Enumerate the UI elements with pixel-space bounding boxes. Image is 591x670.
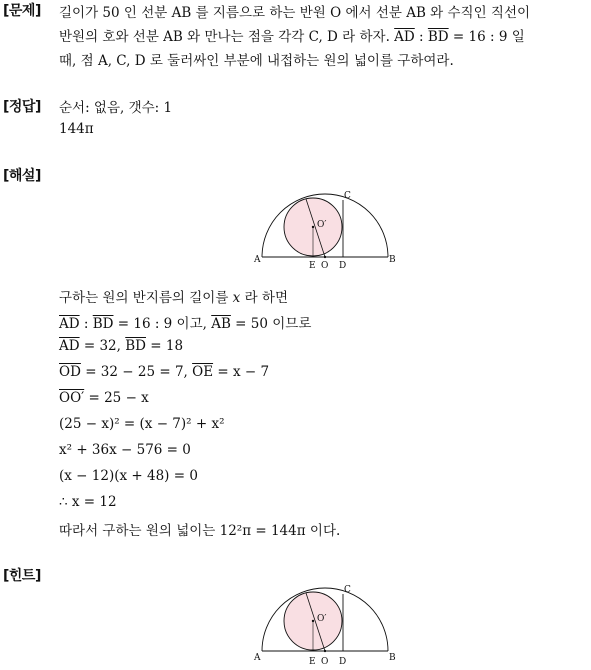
- semicircle-diagram: [250, 186, 400, 272]
- label-b: B: [389, 255, 396, 265]
- solution-step-5: OO′ = 25 − x: [59, 390, 149, 406]
- label-c: C: [344, 585, 351, 595]
- label-e: E: [309, 657, 316, 666]
- problem-line-2: 반원의 호와 선분 AB 와 만나는 점을 각각 C, D 라 하자. $\overline{AD}$ : $\overline{BD} = 16$ : 9 일: [59, 29, 525, 45]
- problem-line-1: 길이가 50 인 선분 AB 를 지름으로 하는 반원 O 에서 선분 AB 와 수직인 직선이: [59, 5, 531, 21]
- label-b: B: [389, 653, 396, 663]
- segment-bd: $\overline{BD}$: [427, 29, 449, 45]
- center-o: [324, 256, 326, 258]
- label-o-prime: O′: [317, 220, 327, 230]
- solution-step-8: (x − 12)(x + 48) = 0: [59, 468, 198, 484]
- solution-step-3: $\overline{AD} = 32$, $\overline{BD} = 18$: [59, 338, 184, 354]
- solution-step-1: 구하는 원의 반지름의 길이를 x 라 하면: [59, 290, 289, 306]
- answer-label: [정답]: [3, 99, 41, 115]
- semicircle-diagram-hint: [250, 580, 400, 666]
- solution-step-7: x² + 36x − 576 = 0: [59, 442, 191, 458]
- answer-meta: 순서: 없음, 갯수: 1: [59, 100, 173, 116]
- label-a: A: [254, 255, 261, 265]
- solution-step-2: $\overline{AD}$ : $\overline{BD} = 16$ : 9 이고, $\overline{AB} = 50$ 이므로: [59, 316, 312, 332]
- answer-value: 144π: [59, 121, 94, 137]
- solution-conclusion: 따라서 구하는 원의 넓이는 12²π = 144π 이다.: [59, 523, 341, 539]
- solution-step-4: $\overline{OD} = 32 - 25 = 7$, $\overline{OE} = x - 7$: [59, 364, 270, 380]
- center-o-prime: [312, 226, 314, 228]
- center-o-prime: [312, 620, 314, 622]
- label-c: C: [344, 191, 351, 201]
- segment-ad: $\overline{AD}$: [394, 29, 415, 45]
- label-o: O: [321, 657, 329, 666]
- label-o-prime: O′: [317, 614, 327, 624]
- solution-step-9: ∴ x = 12: [59, 494, 117, 510]
- label-d: D: [339, 261, 347, 271]
- solution-step-6: (25 − x)² = (x − 7)² + x²: [59, 416, 225, 432]
- label-e: E: [309, 261, 316, 271]
- problem-label: [문제]: [3, 3, 41, 19]
- hint-label: [힌트]: [3, 568, 41, 584]
- label-o: O: [321, 261, 329, 271]
- solution-figure: [250, 186, 400, 276]
- solution-label: [해설]: [3, 168, 41, 184]
- problem-line-3: 때, 점 A, C, D 로 둘러싸인 부분에 내접하는 원의 넓이를 구하여라.: [59, 53, 454, 69]
- center-o: [324, 650, 326, 652]
- hint-figure: [250, 580, 400, 670]
- label-a: A: [254, 653, 261, 663]
- label-d: D: [339, 657, 347, 666]
